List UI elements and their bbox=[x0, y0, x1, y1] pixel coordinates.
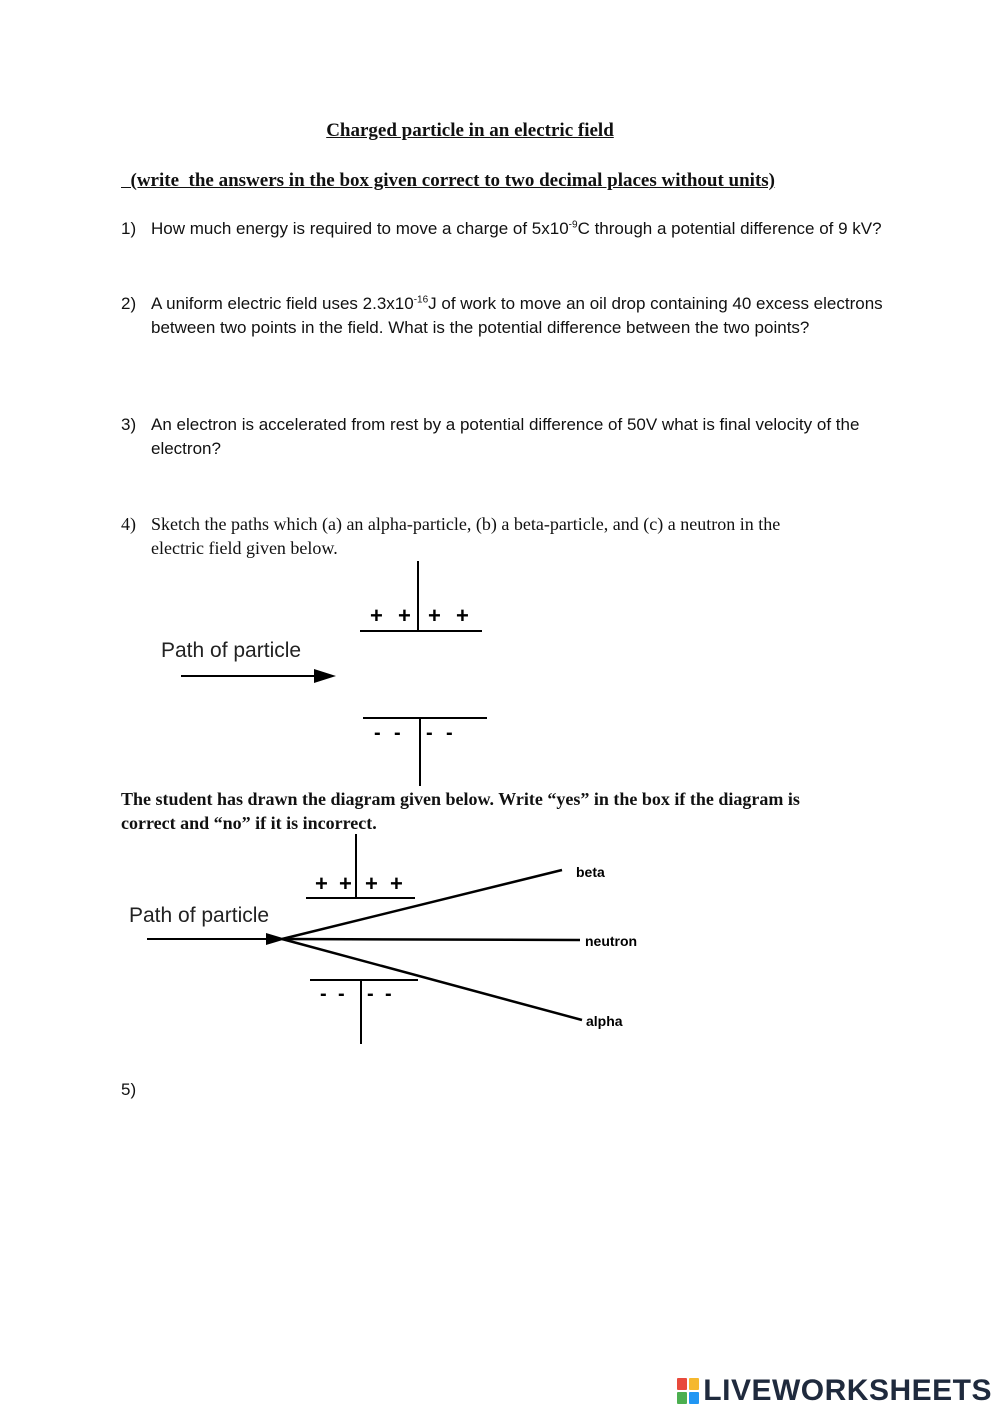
positive-charge-2b: + bbox=[339, 871, 352, 896]
question-3-text: An electron is accelerated from rest by a potential difference of 50V what is final velocity of the electron? bbox=[151, 415, 860, 458]
positive-charges-end: + bbox=[456, 603, 469, 628]
question-4-text: Sketch the paths which (a) an alpha-particle, (b) a beta-particle, and (c) a neutron in the electric field given below. bbox=[151, 514, 781, 558]
beta-label: beta bbox=[576, 864, 605, 880]
logo-icon bbox=[677, 1378, 699, 1404]
question-1-number: 1) bbox=[121, 219, 137, 238]
student-diagram bbox=[120, 830, 660, 1050]
positive-charges-right: + bbox=[428, 603, 441, 628]
positive-charge-2a: + bbox=[315, 871, 328, 896]
positive-charge-2d: + bbox=[390, 871, 403, 896]
negative-charges-right: - bbox=[426, 722, 433, 744]
instructions: (write the answers in the box given correct to two decimal places without units) bbox=[121, 170, 776, 191]
negative-charges-mid: - bbox=[394, 722, 401, 744]
question-1-text: How much energy is required to move a charge of $5x10^{-9}C$ through a potential difference of 9 kV? bbox=[151, 219, 882, 238]
page-title: Charged particle in an electric field bbox=[326, 120, 614, 141]
question-2-number: 2) bbox=[121, 294, 137, 313]
negative-charge-2c: - bbox=[367, 983, 374, 1005]
alpha-label: alpha bbox=[586, 1013, 623, 1029]
negative-charges-end: - bbox=[446, 722, 453, 744]
positive-charges-left: + bbox=[370, 603, 383, 628]
question-5-number: 5) bbox=[121, 1080, 137, 1099]
path-label: Path of particle bbox=[161, 639, 302, 662]
neutron-path bbox=[282, 939, 580, 940]
negative-charges-left: - bbox=[374, 722, 381, 744]
positive-charge-2c: + bbox=[365, 871, 378, 896]
negative-charge-2d: - bbox=[385, 983, 392, 1005]
liveworksheets-logo[interactable] bbox=[677, 1374, 992, 1408]
neutron-label: neutron bbox=[585, 933, 638, 949]
student-instruction: The student has drawn the diagram given below. Write “yes” in the box if the diagram is correct and “no” if it is incorrect. bbox=[121, 789, 800, 833]
arrow-head-icon bbox=[314, 669, 336, 683]
electric-field-diagram bbox=[150, 555, 510, 790]
question-2-text: A uniform electric field uses $2.3x10^{-16}J$ of work to move an oil drop containing 40 excess electrons between two points in the field. What is the potential difference between the two points? bbox=[151, 294, 883, 337]
question-4-number: 4) bbox=[121, 514, 136, 534]
question-3-number: 3) bbox=[121, 415, 137, 434]
path-label-2: Path of particle bbox=[129, 904, 270, 927]
logo-text: LIVEWORKSHEETS bbox=[703, 1374, 992, 1407]
positive-charges-mid: + bbox=[398, 603, 411, 628]
negative-charge-2a: - bbox=[320, 983, 327, 1005]
negative-charge-2b: - bbox=[338, 983, 345, 1005]
